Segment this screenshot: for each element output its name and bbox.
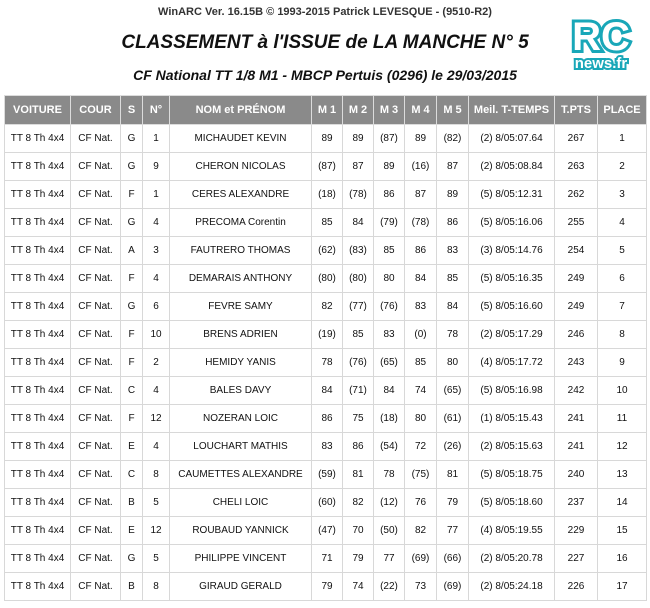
cell-m2: (76) [343, 349, 374, 377]
cell-m5: (26) [437, 433, 469, 461]
cell-s: F [121, 349, 143, 377]
cell-meil-t-temps: (2) 8/05:24.18 [469, 573, 555, 601]
cell-nom-prenom: HEMIDY YANIS [170, 349, 312, 377]
cell-m5: (61) [437, 405, 469, 433]
cell-voiture: TT 8 Th 4x4 [5, 489, 71, 517]
cell-m4: (75) [405, 461, 437, 489]
cell-nom-prenom: ROUBAUD YANNICK [170, 517, 312, 545]
cell-place: 9 [598, 349, 647, 377]
cell-s: F [121, 181, 143, 209]
cell-place: 4 [598, 209, 647, 237]
cell-cour: CF Nat. [71, 293, 121, 321]
cell-cour: CF Nat. [71, 573, 121, 601]
table-row [5, 573, 647, 601]
cell-m4: 87 [405, 181, 437, 209]
column-header-m1: M 1 [312, 96, 343, 125]
cell-n: 4 [143, 209, 170, 237]
cell-meil-t-temps: (5) 8/05:18.75 [469, 461, 555, 489]
cell-m1: 86 [312, 405, 343, 433]
cell-n: 3 [143, 237, 170, 265]
cell-m5: 77 [437, 517, 469, 545]
cell-nom-prenom: NOZERAN LOIC [170, 405, 312, 433]
cell-m2: 70 [343, 517, 374, 545]
cell-n: 5 [143, 545, 170, 573]
table-header-row [5, 96, 647, 125]
cell-place: 17 [598, 573, 647, 601]
cell-m4: 85 [405, 349, 437, 377]
cell-m5: 81 [437, 461, 469, 489]
cell-t-pts: 255 [555, 209, 598, 237]
cell-m1: 82 [312, 293, 343, 321]
cell-m5: 89 [437, 181, 469, 209]
cell-m3: 83 [374, 321, 405, 349]
cell-m3: 77 [374, 545, 405, 573]
cell-s: E [121, 517, 143, 545]
cell-m1: (87) [312, 153, 343, 181]
cell-nom-prenom: LOUCHART MATHIS [170, 433, 312, 461]
cell-m2: (77) [343, 293, 374, 321]
cell-m1: 78 [312, 349, 343, 377]
cell-place: 10 [598, 377, 647, 405]
logo-rc-text: RC [572, 15, 630, 59]
cell-s: A [121, 237, 143, 265]
cell-t-pts: 241 [555, 433, 598, 461]
cell-m3: (79) [374, 209, 405, 237]
table-row [5, 153, 647, 181]
cell-n: 1 [143, 181, 170, 209]
cell-m2: 87 [343, 153, 374, 181]
cell-m4: 89 [405, 125, 437, 153]
cell-cour: CF Nat. [71, 125, 121, 153]
cell-place: 12 [598, 433, 647, 461]
table-row [5, 545, 647, 573]
cell-n: 12 [143, 517, 170, 545]
cell-voiture: TT 8 Th 4x4 [5, 377, 71, 405]
cell-meil-t-temps: (3) 8/05:14.76 [469, 237, 555, 265]
column-header-m4: M 4 [405, 96, 437, 125]
cell-m5: (69) [437, 573, 469, 601]
cell-m5: 80 [437, 349, 469, 377]
cell-m3: 78 [374, 461, 405, 489]
logo-news-text: news.fr [574, 55, 628, 72]
cell-t-pts: 229 [555, 517, 598, 545]
cell-meil-t-temps: (5) 8/05:18.60 [469, 489, 555, 517]
cell-cour: CF Nat. [71, 181, 121, 209]
table-row [5, 321, 647, 349]
cell-cour: CF Nat. [71, 489, 121, 517]
cell-place: 11 [598, 405, 647, 433]
cell-m5: 87 [437, 153, 469, 181]
cell-place: 16 [598, 545, 647, 573]
cell-voiture: TT 8 Th 4x4 [5, 405, 71, 433]
table-row [5, 349, 647, 377]
cell-nom-prenom: PRECOMA Corentin [170, 209, 312, 237]
cell-m4: (78) [405, 209, 437, 237]
table-row [5, 433, 647, 461]
cell-m2: (80) [343, 265, 374, 293]
cell-cour: CF Nat. [71, 349, 121, 377]
cell-n: 2 [143, 349, 170, 377]
cell-voiture: TT 8 Th 4x4 [5, 349, 71, 377]
cell-voiture: TT 8 Th 4x4 [5, 181, 71, 209]
cell-nom-prenom: FEVRE SAMY [170, 293, 312, 321]
cell-n: 6 [143, 293, 170, 321]
cell-t-pts: 246 [555, 321, 598, 349]
cell-nom-prenom: PHILIPPE VINCENT [170, 545, 312, 573]
cell-voiture: TT 8 Th 4x4 [5, 265, 71, 293]
cell-m3: 86 [374, 181, 405, 209]
cell-m2: 82 [343, 489, 374, 517]
column-header-m5: M 5 [437, 96, 469, 125]
cell-s: F [121, 405, 143, 433]
cell-m1: (80) [312, 265, 343, 293]
cell-n: 5 [143, 489, 170, 517]
cell-cour: CF Nat. [71, 517, 121, 545]
cell-m3: (87) [374, 125, 405, 153]
column-header-meil-t-temps: Meil. T-TEMPS [469, 96, 555, 125]
cell-m2: 79 [343, 545, 374, 573]
cell-m4: 73 [405, 573, 437, 601]
cell-s: B [121, 489, 143, 517]
cell-place: 1 [598, 125, 647, 153]
cell-cour: CF Nat. [71, 237, 121, 265]
cell-nom-prenom: FAUTRERO THOMAS [170, 237, 312, 265]
cell-cour: CF Nat. [71, 209, 121, 237]
cell-m5: (65) [437, 377, 469, 405]
cell-m5: 78 [437, 321, 469, 349]
cell-m5: 85 [437, 265, 469, 293]
cell-t-pts: 240 [555, 461, 598, 489]
column-header-nom-prenom: NOM et PRÉNOM [170, 96, 312, 125]
cell-m1: (18) [312, 181, 343, 209]
cell-place: 3 [598, 181, 647, 209]
table-row [5, 209, 647, 237]
table-row [5, 237, 647, 265]
cell-voiture: TT 8 Th 4x4 [5, 209, 71, 237]
table-row [5, 293, 647, 321]
cell-s: G [121, 125, 143, 153]
cell-s: G [121, 293, 143, 321]
cell-place: 13 [598, 461, 647, 489]
cell-meil-t-temps: (4) 8/05:19.55 [469, 517, 555, 545]
cell-m3: (50) [374, 517, 405, 545]
cell-t-pts: 242 [555, 377, 598, 405]
cell-m5: 84 [437, 293, 469, 321]
cell-m1: 79 [312, 573, 343, 601]
cell-cour: CF Nat. [71, 377, 121, 405]
cell-n: 12 [143, 405, 170, 433]
table-row [5, 405, 647, 433]
cell-m4: 86 [405, 237, 437, 265]
cell-place: 5 [598, 237, 647, 265]
cell-m3: 84 [374, 377, 405, 405]
cell-n: 8 [143, 461, 170, 489]
cell-place: 15 [598, 517, 647, 545]
cell-m3: (18) [374, 405, 405, 433]
cell-meil-t-temps: (2) 8/05:17.29 [469, 321, 555, 349]
cell-m2: 86 [343, 433, 374, 461]
table-row [5, 461, 647, 489]
table-row [5, 489, 647, 517]
cell-meil-t-temps: (2) 8/05:20.78 [469, 545, 555, 573]
cell-cour: CF Nat. [71, 545, 121, 573]
cell-m1: (19) [312, 321, 343, 349]
cell-cour: CF Nat. [71, 433, 121, 461]
cell-s: B [121, 573, 143, 601]
cell-nom-prenom: MICHAUDET KEVIN [170, 125, 312, 153]
table-row [5, 125, 647, 153]
cell-nom-prenom: BALES DAVY [170, 377, 312, 405]
cell-s: G [121, 153, 143, 181]
cell-n: 1 [143, 125, 170, 153]
cell-m3: (12) [374, 489, 405, 517]
cell-voiture: TT 8 Th 4x4 [5, 517, 71, 545]
cell-voiture: TT 8 Th 4x4 [5, 237, 71, 265]
cell-m2: 89 [343, 125, 374, 153]
table-body [5, 125, 647, 601]
cell-m3: 85 [374, 237, 405, 265]
cell-t-pts: 254 [555, 237, 598, 265]
cell-m3: (76) [374, 293, 405, 321]
cell-m4: 72 [405, 433, 437, 461]
cell-voiture: TT 8 Th 4x4 [5, 573, 71, 601]
cell-t-pts: 227 [555, 545, 598, 573]
cell-voiture: TT 8 Th 4x4 [5, 125, 71, 153]
cell-m5: 83 [437, 237, 469, 265]
cell-m4: 74 [405, 377, 437, 405]
column-header-m3: M 3 [374, 96, 405, 125]
cell-n: 10 [143, 321, 170, 349]
column-header-voiture: VOITURE [5, 96, 71, 125]
cell-n: 4 [143, 433, 170, 461]
event-subtitle: CF National TT 1/8 M1 - MBCP Pertuis (0296) le 29/03/2015 [133, 67, 517, 83]
cell-m1: (47) [312, 517, 343, 545]
cell-meil-t-temps: (2) 8/05:08.84 [469, 153, 555, 181]
cell-cour: CF Nat. [71, 153, 121, 181]
cell-n: 9 [143, 153, 170, 181]
cell-m2: 84 [343, 209, 374, 237]
table-row [5, 265, 647, 293]
cell-t-pts: 263 [555, 153, 598, 181]
cell-n: 4 [143, 265, 170, 293]
cell-m2: (71) [343, 377, 374, 405]
cell-m2: 85 [343, 321, 374, 349]
cell-m4: (16) [405, 153, 437, 181]
cell-meil-t-temps: (5) 8/05:12.31 [469, 181, 555, 209]
cell-m1: 84 [312, 377, 343, 405]
cell-m2: 81 [343, 461, 374, 489]
column-header-m2: M 2 [343, 96, 374, 125]
cell-t-pts: 249 [555, 265, 598, 293]
cell-m3: (22) [374, 573, 405, 601]
cell-s: G [121, 545, 143, 573]
cell-m4: 82 [405, 517, 437, 545]
cell-m4: 80 [405, 405, 437, 433]
cell-voiture: TT 8 Th 4x4 [5, 433, 71, 461]
software-version-line: WinARC Ver. 16.15B © 1993-2015 Patrick LEVESQUE - (9510-R2) [158, 6, 492, 18]
cell-s: G [121, 209, 143, 237]
cell-place: 6 [598, 265, 647, 293]
cell-meil-t-temps: (5) 8/05:16.06 [469, 209, 555, 237]
results-table [4, 95, 647, 601]
table-row [5, 377, 647, 405]
cell-t-pts: 241 [555, 405, 598, 433]
cell-meil-t-temps: (5) 8/05:16.98 [469, 377, 555, 405]
cell-place: 14 [598, 489, 647, 517]
cell-m2: (83) [343, 237, 374, 265]
cell-m1: 89 [312, 125, 343, 153]
cell-nom-prenom: CERES ALEXANDRE [170, 181, 312, 209]
cell-s: F [121, 265, 143, 293]
table-row [5, 517, 647, 545]
cell-m3: 89 [374, 153, 405, 181]
cell-meil-t-temps: (5) 8/05:16.35 [469, 265, 555, 293]
cell-m2: 75 [343, 405, 374, 433]
cell-m3: 80 [374, 265, 405, 293]
cell-cour: CF Nat. [71, 265, 121, 293]
cell-t-pts: 262 [555, 181, 598, 209]
cell-m5: (66) [437, 545, 469, 573]
cell-m4: (69) [405, 545, 437, 573]
cell-nom-prenom: CHERON NICOLAS [170, 153, 312, 181]
cell-nom-prenom: GIRAUD GERALD [170, 573, 312, 601]
cell-meil-t-temps: (5) 8/05:16.60 [469, 293, 555, 321]
column-header-t-pts: T.PTS [555, 96, 598, 125]
cell-t-pts: 267 [555, 125, 598, 153]
cell-place: 2 [598, 153, 647, 181]
cell-m4: (0) [405, 321, 437, 349]
cell-m1: 71 [312, 545, 343, 573]
cell-m1: (60) [312, 489, 343, 517]
cell-meil-t-temps: (2) 8/05:07.64 [469, 125, 555, 153]
cell-m4: 76 [405, 489, 437, 517]
cell-cour: CF Nat. [71, 461, 121, 489]
cell-m5: (82) [437, 125, 469, 153]
cell-cour: CF Nat. [71, 321, 121, 349]
cell-m4: 83 [405, 293, 437, 321]
cell-m1: 83 [312, 433, 343, 461]
cell-voiture: TT 8 Th 4x4 [5, 293, 71, 321]
cell-place: 8 [598, 321, 647, 349]
column-header-n: N° [143, 96, 170, 125]
cell-m5: 86 [437, 209, 469, 237]
cell-m1: 85 [312, 209, 343, 237]
cell-m3: (65) [374, 349, 405, 377]
cell-meil-t-temps: (4) 8/05:17.72 [469, 349, 555, 377]
cell-s: F [121, 321, 143, 349]
cell-cour: CF Nat. [71, 405, 121, 433]
cell-m1: (59) [312, 461, 343, 489]
cell-s: E [121, 433, 143, 461]
cell-voiture: TT 8 Th 4x4 [5, 321, 71, 349]
cell-m2: (78) [343, 181, 374, 209]
cell-n: 8 [143, 573, 170, 601]
cell-m2: 74 [343, 573, 374, 601]
cell-voiture: TT 8 Th 4x4 [5, 545, 71, 573]
cell-m3: (54) [374, 433, 405, 461]
cell-nom-prenom: CHELI LOIC [170, 489, 312, 517]
column-header-cour: COUR [71, 96, 121, 125]
cell-nom-prenom: DEMARAIS ANTHONY [170, 265, 312, 293]
cell-meil-t-temps: (2) 8/05:15.63 [469, 433, 555, 461]
cell-nom-prenom: CAUMETTES ALEXANDRE [170, 461, 312, 489]
column-header-s: S [121, 96, 143, 125]
cell-t-pts: 237 [555, 489, 598, 517]
cell-t-pts: 249 [555, 293, 598, 321]
cell-voiture: TT 8 Th 4x4 [5, 461, 71, 489]
cell-voiture: TT 8 Th 4x4 [5, 153, 71, 181]
cell-m5: 79 [437, 489, 469, 517]
cell-s: C [121, 461, 143, 489]
cell-place: 7 [598, 293, 647, 321]
cell-m1: (62) [312, 237, 343, 265]
cell-m4: 84 [405, 265, 437, 293]
table-row [5, 181, 647, 209]
page-title: CLASSEMENT à l'ISSUE de LA MANCHE N° 5 [121, 32, 529, 53]
column-header-place: PLACE [598, 96, 647, 125]
cell-s: C [121, 377, 143, 405]
cell-nom-prenom: BRENS ADRIEN [170, 321, 312, 349]
cell-n: 4 [143, 377, 170, 405]
cell-t-pts: 243 [555, 349, 598, 377]
cell-meil-t-temps: (1) 8/05:15.43 [469, 405, 555, 433]
cell-t-pts: 226 [555, 573, 598, 601]
